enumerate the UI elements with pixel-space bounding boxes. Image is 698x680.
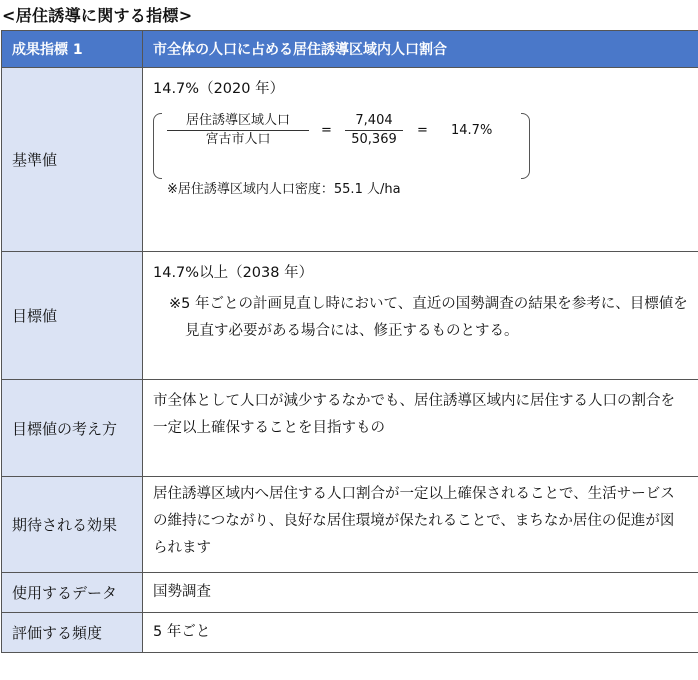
formula-equals-1: =: [321, 123, 332, 138]
table-header-row: [2, 31, 698, 68]
cell-data: 国勢調査: [143, 573, 698, 613]
fraction-bar-value: [345, 130, 403, 131]
row-target: [2, 252, 698, 380]
label-data: 使用するデータ: [2, 573, 143, 613]
label-effect: 期待される効果: [2, 477, 143, 573]
section-heading: <居住誘導に関する指標>: [2, 6, 193, 25]
row-effect: [2, 477, 698, 573]
row-data: [2, 573, 698, 613]
label-target: 目標値: [2, 252, 143, 380]
formula-equals-2: =: [417, 123, 428, 138]
left-bracket: [153, 113, 162, 179]
row-baseline: [2, 68, 698, 252]
fraction-bar-text: [167, 130, 309, 131]
formula-result: 14.7%: [451, 123, 493, 138]
cell-concept: 市全体として人口が減少するなかでも、居住誘導区域内に居住する人口の割合を一定以上確保することを目指すもの: [143, 380, 698, 477]
formula-numerator-text: 居住誘導区域人口: [185, 113, 290, 128]
indicator-table: [1, 30, 698, 653]
target-value: 14.7%以上（2038 年）: [153, 265, 314, 281]
row-concept: [2, 380, 698, 477]
formula-denominator-text: 宮古市人口: [205, 132, 271, 147]
baseline-value: 14.7%（2020 年）: [153, 81, 285, 97]
baseline-note: ※居住誘導区域内人口密度：55.1 人/ha: [167, 182, 401, 197]
cell-frequency: 5 年ごと: [143, 613, 698, 653]
formula-numerator-value: 7,404: [355, 113, 393, 128]
label-frequency: 評価する頻度: [2, 613, 143, 653]
target-note: ※5 年ごとの計画見直し時において、直近の国勢調査の結果を参考に、目標値を見直す必要がある場合には、修正するものとする。: [169, 296, 688, 339]
baseline-formula: [153, 113, 688, 183]
right-bracket: [521, 113, 530, 179]
cell-baseline: [143, 68, 698, 252]
label-concept: 目標値の考え方: [2, 380, 143, 477]
cell-target: [143, 252, 698, 380]
cell-effect: 居住誘導区域内へ居住する人口割合が一定以上確保されることで、生活サービスの維持につながり、良好な居住環境が保たれることで、まちなか居住の促進が図られます: [143, 477, 698, 573]
header-indicator-title: 市全体の人口に占める居住誘導区域内人口割合: [143, 31, 698, 68]
label-baseline: 基準値: [2, 68, 143, 252]
header-indicator-number: 成果指標 1: [2, 31, 143, 68]
row-frequency: [2, 613, 698, 653]
formula-denominator-value: 50,369: [351, 132, 397, 147]
